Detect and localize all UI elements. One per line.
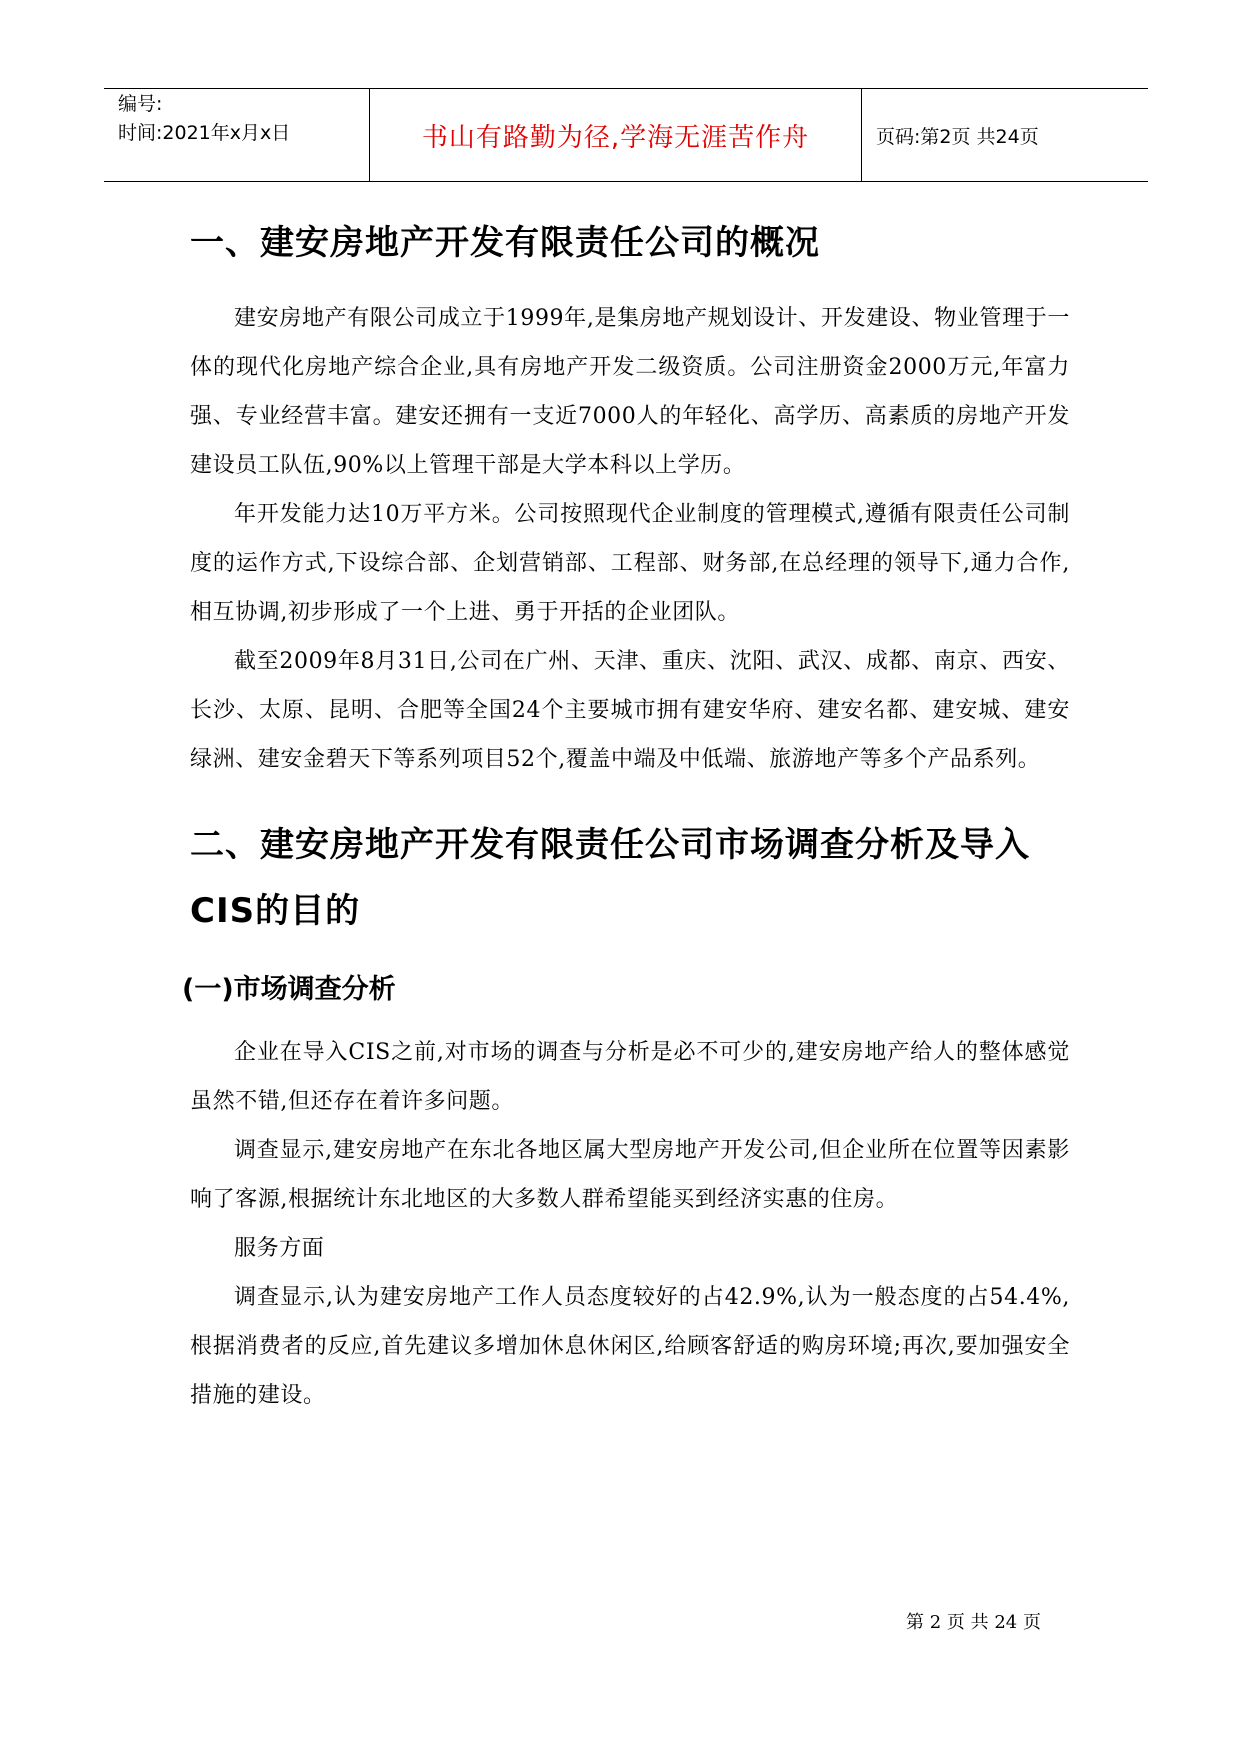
section-1-paragraph: 建安房地产有限公司成立于1999年,是集房地产规划设计、开发建设、物业管理于一体的现代化房地产综合企业,具有房地产开发二级资质。公司注册资金2000万元,年富力强、专业经营丰富。建安还拥有一支近7000人的年轻化、高学历、高素质的房地产开发建设员工队伍,90%以上管理干部是大学本科以上学历。 (190, 306, 1070, 478)
page-footer: 第 2 页 共 24 页 (906, 1612, 1041, 1633)
section-1-paragraph: 截至2009年8月31日,公司在广州、天津、重庆、沈阳、武汉、成都、南京、西安、长沙、太原、昆明、合肥等全国24个主要城市拥有建安华府、建安名都、建安城、建安绿洲、建安金碧天下等系列项目52个,覆盖中端及中低端、旅游地产等多个产品系列。 (190, 649, 1070, 772)
section-2-paragraph: 调查显示,建安房地产在东北各地区属大型房地产开发公司,但企业所在位置等因素影响了客源,根据统计东北地区的大多数人群希望能买到经济实惠的住房。 (190, 1138, 1070, 1212)
section-2-paragraph: 服务方面 (234, 1236, 325, 1261)
header-info-cell (104, 89, 370, 181)
header-table (104, 88, 1148, 182)
section-2-title: 二、建安房地产开发有限责任公司市场调查分析及导入CIS的目的 (190, 825, 1030, 931)
section-1-title: 一、建安房地产开发有限责任公司的概况 (190, 223, 820, 263)
document-time-label: 时间:2021年x月x日 (118, 122, 291, 144)
document-number-label: 编号: (118, 93, 163, 115)
document-body (182, 210, 1070, 1420)
section-1-paragraph: 年开发能力达10万平方米。公司按照现代企业制度的管理模式,遵循有限责任公司制度的运作方式,下设综合部、企划营销部、工程部、财务部,在总经理的领导下,通力合作,相互协调,初步形成了一个上进、勇于开括的企业团队。 (190, 502, 1070, 625)
motto-text: 书山有路勤为径,学海无涯苦作舟 (421, 122, 810, 153)
section-2-paragraph: 企业在导入CIS之前,对市场的调查与分析是必不可少的,建安房地产给人的整体感觉虽然不错,但还存在着许多问题。 (190, 1040, 1070, 1114)
section-2-paragraph: 调查显示,认为建安房地产工作人员态度较好的占42.9%,认为一般态度的占54.4%,根据消费者的反应,首先建议多增加休息休闲区,给顾客舒适的购房环境;再次,要加强安全措施的建设。 (190, 1285, 1070, 1408)
subsection-title: (一)市场调查分析 (182, 974, 396, 1005)
page-code-label: 页码:第2页 共24页 (876, 125, 1039, 148)
header-page-cell (862, 89, 1148, 181)
header-motto-cell (370, 89, 862, 181)
